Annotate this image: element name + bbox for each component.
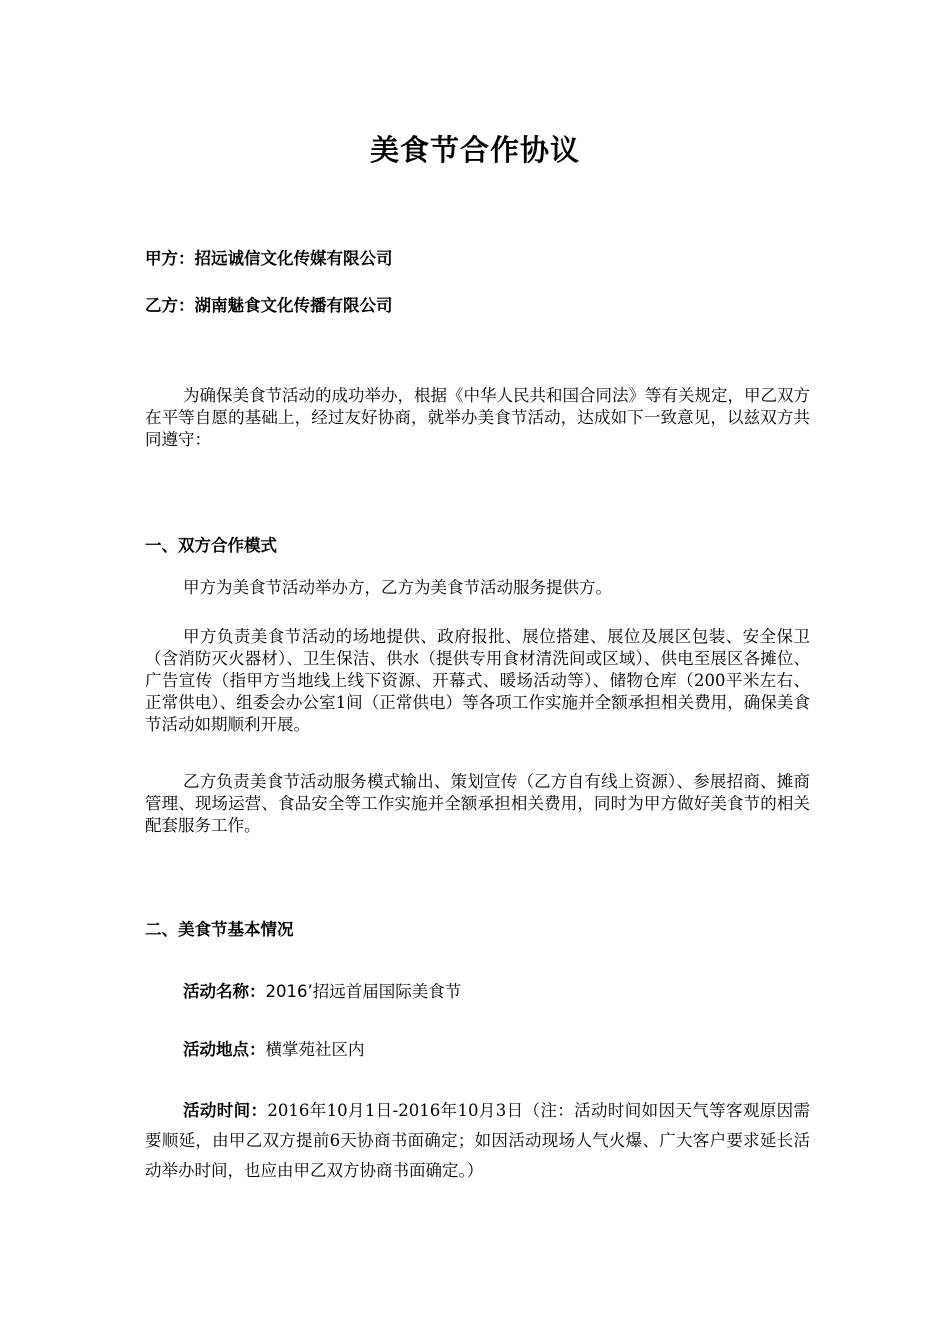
event-time-value: 2016年10月1日-2016年10月3日（注：活动时间如因天气等客观原因需要顺延，由甲乙双方提前6天协商书面确定；如因活动现场人气火爆、广大客户要求延长活动举办时间，也应由甲乙双方协商书面确定。） xyxy=(145,1101,811,1180)
event-name-value-suffix: 美食节 xyxy=(411,982,462,1001)
cooperation-paragraph-party-b-duties: 乙方负责美食节活动服务模式输出、策划宣传（乙方自有线上资源）、参展招商、摊商管理、现场运营、食品安全等工作实施并全额承担相关费用，同时为甲方做好美食节的相关配套服务工作。 xyxy=(145,772,810,835)
event-name-value-prefix: 2016’招远首届国际 xyxy=(265,982,412,1001)
section-heading-basic-info: 二、美食节基本情况 xyxy=(145,920,294,939)
event-place-label: 活动地点： xyxy=(183,1040,266,1059)
event-time-label: 活动时间： xyxy=(183,1101,268,1120)
event-name-label: 活动名称： xyxy=(183,982,266,1001)
cooperation-paragraph-roles: 甲方为美食节活动举办方，乙方为美食节活动服务提供方。 xyxy=(183,578,612,597)
event-time-paragraph xyxy=(145,1096,810,1186)
event-name-line xyxy=(183,978,461,1002)
intro-paragraph: 为确保美食节活动的成功举办，根据《中华人民共和国合同法》等有关规定，甲乙双方在平等自愿的基础上，经过友好协商，就举办美食节活动，达成如下一致意见，以兹双方共同遵守： xyxy=(145,386,810,449)
cooperation-paragraph-party-a-duties: 甲方负责美食节活动的场地提供、政府报批、展位搭建、展位及展区包装、安全保卫（含消防灭火器材）、卫生保洁、供水（提供专用食材清洗间或区域）、供电至展区各摊位、广告宣传（指甲方当地线上线下资源、开幕式、暖场活动等）、储物仓库（200平米左右、正常供电）、组委会办公室1间（正常供电）等各项工作实施并全额承担相关费用，确保美食节活动如期顺利开展。 xyxy=(145,627,810,734)
party-a: 甲方：招远诚信文化传媒有限公司 xyxy=(145,249,393,268)
section-heading-cooperation-mode: 一、双方合作模式 xyxy=(145,536,277,555)
party-b: 乙方：湖南魅食文化传播有限公司 xyxy=(145,296,393,315)
document-title: 美食节合作协议 xyxy=(369,133,580,167)
event-place-value: 横掌苑社区内 xyxy=(265,1040,365,1059)
event-place-line xyxy=(183,1036,365,1060)
